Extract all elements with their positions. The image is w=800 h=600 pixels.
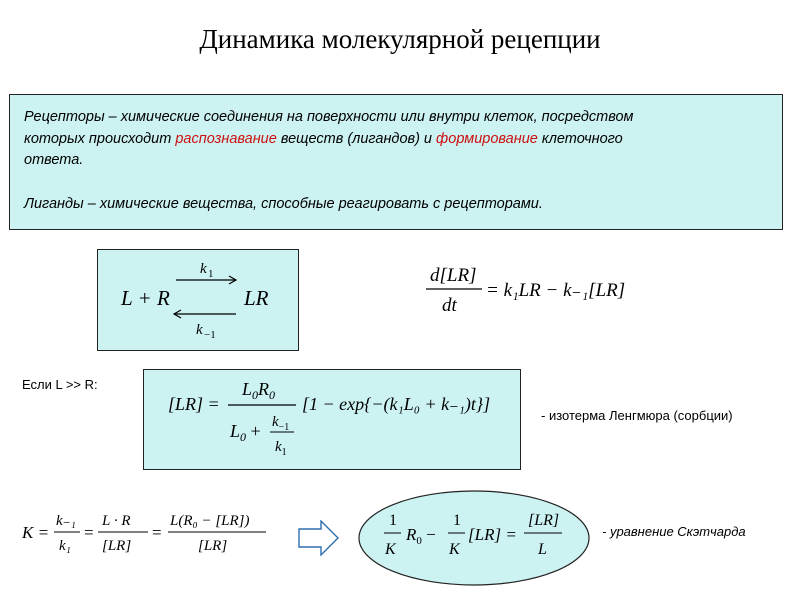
scatchard-K-1: K (385, 541, 396, 558)
scatchard-note: - уравнение Скэтчарда (602, 524, 746, 539)
scatchard-K-2: K (449, 541, 460, 558)
rate-equation (420, 258, 660, 318)
langmuir-bracket: [1 − exp{−(k₁L₀ + k₋₁)t}] (302, 394, 491, 414)
reaction-scheme-box (97, 249, 299, 351)
eq-frac3-den: [LR] (198, 538, 228, 554)
scatchard-one-2: 1 (453, 512, 461, 529)
equilibrium-equation (22, 505, 292, 565)
slide-title: Динамика молекулярной рецепции (199, 24, 601, 54)
eq-equals-2: = (152, 523, 162, 542)
langmuir-lhs: [LR] = (168, 394, 220, 414)
scatchard-rhs-num: [LR] (528, 512, 560, 529)
receptors-term: Рецепторы (24, 109, 105, 125)
eq-frac3-num: L(R₀ − [LR]) (170, 513, 250, 529)
receptors-line-3 (24, 152, 83, 168)
ligands-term: Лиганды (24, 196, 84, 212)
eq-frac1-num: k₋₁ (56, 513, 76, 529)
langmuir-note: - изотерма Ленгмюра (сорбции) (541, 408, 733, 423)
recognition-word: распознавание (175, 131, 277, 147)
langmuir-denominator-l0: $L_0$ + (230, 421, 261, 444)
eq-frac2-den: [LR] (102, 538, 132, 554)
formation-word: формирование (436, 131, 538, 147)
langmuir-equation (144, 370, 520, 469)
receptors-text-3: веществ (лигандов) и (276, 131, 437, 147)
receptors-text-5: ответа. (24, 152, 84, 168)
ligands-text: – химические вещества, способные реагировать с рецепторами. (83, 196, 543, 212)
reaction-scheme (98, 250, 298, 350)
receptors-text-4: клеточного (537, 131, 623, 147)
ligands-line (24, 196, 543, 212)
receptors-text-2: которых происходит (24, 131, 176, 147)
eq-frac1-den: k₁ (59, 538, 71, 554)
receptors-line-1 (24, 109, 633, 125)
reaction-right: LR (244, 286, 269, 310)
eq-K: K = (22, 523, 50, 542)
rate-denominator: dt (442, 295, 457, 316)
k-forward: k (200, 261, 207, 277)
condition-label: Если L >> R: (22, 377, 98, 392)
scatchard-one-1: 1 (389, 512, 397, 529)
scatchard-LR: [LR] = (468, 525, 517, 544)
rate-rhs: = k₁LR − k₋₁[LR] (486, 280, 626, 301)
k-backward-sub: −1 (204, 329, 216, 341)
eq-frac2-num: L · R (102, 513, 131, 529)
k-backward: k (196, 322, 203, 338)
receptors-text-1: – химические соединения на поверхности или внутри клеток, посредством (104, 109, 634, 125)
right-block-arrow-icon (298, 520, 340, 556)
k-forward-sub: 1 (208, 268, 214, 280)
scatchard-rhs-den: L (538, 541, 547, 558)
reaction-left: L + R (121, 286, 170, 310)
langmuir-box (143, 369, 521, 470)
langmuir-k-plus: $k_1$ (275, 439, 287, 458)
definitions-box (9, 94, 783, 230)
eq-equals-1: = (84, 523, 94, 542)
receptors-line-2 (24, 131, 623, 147)
langmuir-numerator: $L_0R_0$ (242, 379, 276, 402)
scatchard-R0: $R_0$ − (406, 525, 436, 547)
rate-numerator: d[LR] (430, 265, 477, 286)
langmuir-k-minus: $k_{-1}$ (272, 414, 290, 433)
scatchard-ellipse (356, 488, 592, 588)
